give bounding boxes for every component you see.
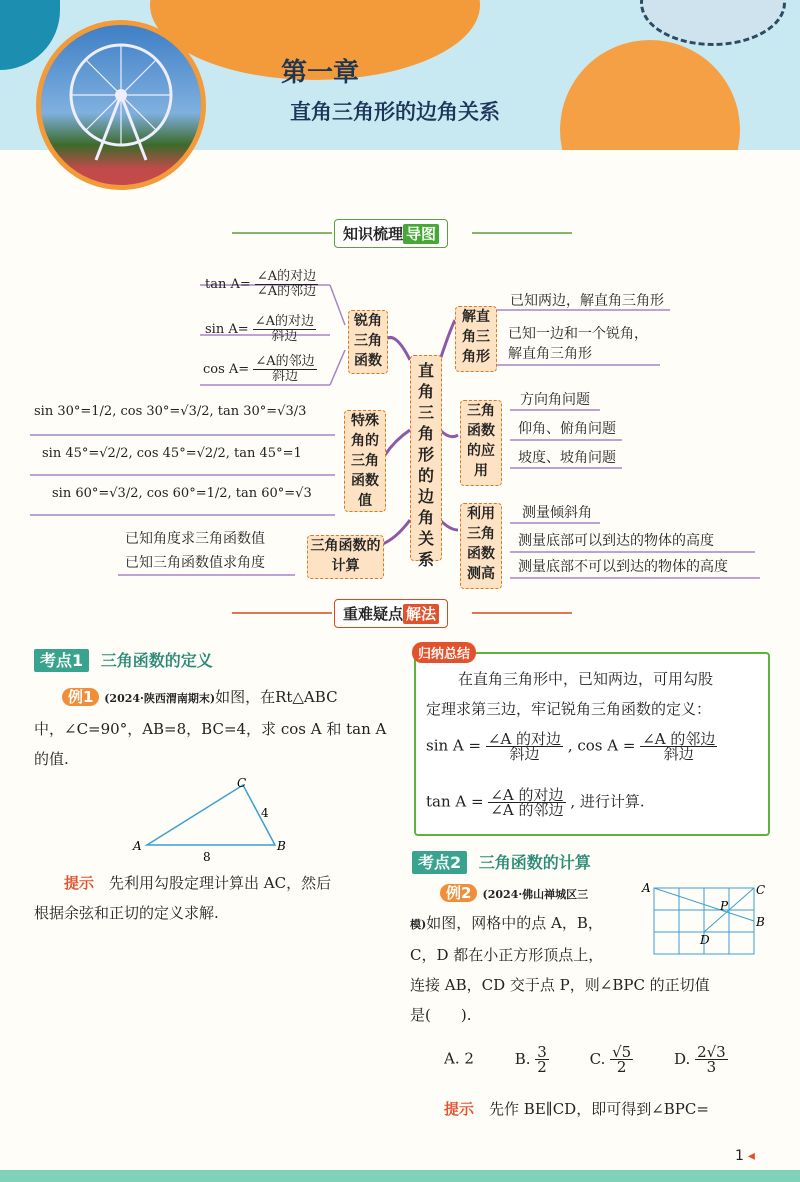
leaf-sin-def: sin A= $\frac{\text{∠A的对边}}{\text{斜边}}$: [205, 314, 315, 344]
fig1-label-bc: 4: [261, 806, 269, 820]
decor-shape: [560, 40, 740, 150]
hint2-text: 先作 BE∥CD，即可得到∠BPC=: [489, 1100, 709, 1118]
leaf-unreachable: 测量底部不可以到达的物体的高度: [518, 559, 728, 575]
example1-text-1: 如图，在Rt△ABC: [215, 688, 338, 706]
kd2-title: 三角函数的计算: [478, 853, 591, 872]
leaf-value-to-angle: 已知三角函数值求角度: [125, 555, 265, 571]
summary-sin-cos: sin A = $\frac{\text{∠A 的对边}}{\text{斜边}}$ , cos A = $\frac{\text{∠A 的邻边}}{\text{斜边}}$: [426, 730, 716, 763]
leaf-45-values: sin 45°=√2/2, cos 45°=√2/2, tan 45°=1: [42, 446, 302, 461]
summary-tag: 归纳总结: [412, 642, 476, 663]
leaf-solve: 解直角三角形: [508, 346, 592, 362]
triangle-abc-figure: [125, 775, 295, 865]
fig1-label-ab: 8: [203, 850, 211, 864]
node-acute-trig: 锐角三角函数: [348, 310, 388, 374]
hint1-text-2: 根据余弦和正切的定义求解.: [34, 904, 219, 922]
example1-text-3: 的值.: [34, 750, 69, 768]
mindmap-title-highlight: 导图: [403, 224, 439, 244]
summary-box: [414, 647, 770, 836]
hint2-tag: 提示: [444, 1100, 475, 1118]
leaf-side-and-angle: 已知一边和一个锐角，: [508, 326, 648, 342]
leaf-30-values: sin 30°=1/2, cos 30°=√3/2, tan 30°=√3/3: [34, 404, 307, 419]
fig2-label-p: P: [720, 899, 729, 913]
example2-text-4: 是( ).: [410, 1006, 472, 1024]
leaf-cos-def: cos A= $\frac{\text{∠A的邻边}}{\text{斜边}}$: [203, 354, 315, 384]
node-trig-applications: 三角函数的应用: [460, 400, 502, 486]
kd1-tag: 考点1: [34, 649, 89, 672]
option-b: B. $\frac{3}{2}$: [514, 1043, 547, 1076]
leaf-two-sides: 已知两边，解直角三角形: [510, 293, 664, 309]
node-measure-height: 利用三角函数测高: [460, 503, 502, 589]
chapter-number: 第一章: [280, 58, 359, 88]
example2-source: (2024·佛山禅城区三: [482, 888, 589, 901]
page-number: 1 ◂: [735, 1148, 755, 1164]
node-special-angles: 特殊角的三角函数值: [344, 410, 386, 512]
chapter-title: 直角三角形的边角关系: [290, 100, 500, 124]
node-trig-calc: 三角函数的计算: [307, 535, 384, 579]
section-title-text: 重难疑点: [343, 605, 404, 623]
example2-options: [444, 1045, 774, 1074]
summary-line-2: 定理求第三边，牢记锐角三角函数的定义：: [426, 700, 712, 718]
kd1-title: 三角函数的定义: [100, 651, 213, 670]
mindmap-title-text: 知识梳理: [343, 225, 404, 243]
example2-hint: [444, 1094, 774, 1124]
option-a: A. 2: [444, 1049, 474, 1068]
kd2-tag: 考点2: [412, 851, 467, 874]
example1-hint: [34, 868, 394, 928]
grid-figure: [640, 880, 770, 960]
example2-source-2: 模): [410, 918, 427, 931]
summary-tan: tan A = $\frac{\text{∠A 的对边}}{\text{∠A 的邻边}}$ , 进行计算.: [426, 786, 645, 819]
option-d: D. $\frac{2√3}{3}$: [674, 1043, 726, 1076]
option-c: C. $\frac{√5}{2}$: [589, 1043, 632, 1076]
fig1-label-b: B: [277, 839, 286, 853]
hint1-text-1: 先利用勾股定理计算出 AC，然后: [109, 874, 332, 892]
fig2-label-b: B: [756, 915, 765, 929]
example2-text-1: 如图，网格中的点 A，B，: [426, 914, 603, 932]
footer-bar: [0, 1170, 800, 1182]
leaf-direction-angle: 方向角问题: [520, 392, 590, 408]
leaf-angle-to-value: 已知角度求三角函数值: [125, 531, 265, 547]
node-solve-right-triangle: 解直角三角形: [455, 306, 497, 372]
fig2-label-d: D: [700, 933, 710, 947]
example1-text-2: 中，∠C=90°，AB=8，BC=4，求 cos A 和 tan A: [34, 720, 387, 738]
section-title-highlight: 解法: [403, 604, 439, 624]
hint1-tag: 提示: [64, 874, 95, 892]
kd1-header: [34, 648, 213, 671]
fig1-label-a: A: [133, 839, 142, 853]
fig2-label-a: A: [642, 881, 651, 895]
kd2-header: [412, 850, 591, 873]
example2-header: [440, 882, 640, 903]
leaf-reachable: 测量底部可以到达的物体的高度: [518, 533, 714, 549]
example1-source: (2024·陕西渭南期末): [104, 692, 216, 705]
example2-text-3: 连接 AB，CD 交于点 P，则∠BPC 的正切值: [410, 976, 710, 994]
leaf-elevation-depression: 仰角、俯角问题: [518, 421, 616, 437]
example1-tag: 例1: [62, 688, 99, 706]
leaf-tan-def: tan A= $\frac{\text{∠A的对边}}{\text{∠A的邻边}}$: [205, 269, 317, 299]
section-title-difficult: [232, 598, 572, 628]
fig2-label-c: C: [756, 883, 766, 897]
mindmap-center-node: 直角三角形的边角关系: [410, 355, 442, 561]
example2-tag: 例2: [440, 884, 477, 902]
fig1-label-c: C: [237, 776, 247, 790]
leaf-slope: 坡度、坡角问题: [518, 450, 616, 466]
summary-line-1: 在直角三角形中，已知两边，可用勾股: [458, 670, 714, 688]
decor-shape: [640, 0, 786, 46]
leaf-inclination: 测量倾斜角: [522, 505, 592, 521]
ferris-wheel-photo: [36, 20, 206, 190]
example1: [34, 682, 394, 774]
example2-text-2: C，D 都在小正方形顶点上，: [410, 946, 604, 964]
leaf-60-values: sin 60°=√3/2, cos 60°=1/2, tan 60°=√3: [52, 486, 312, 501]
